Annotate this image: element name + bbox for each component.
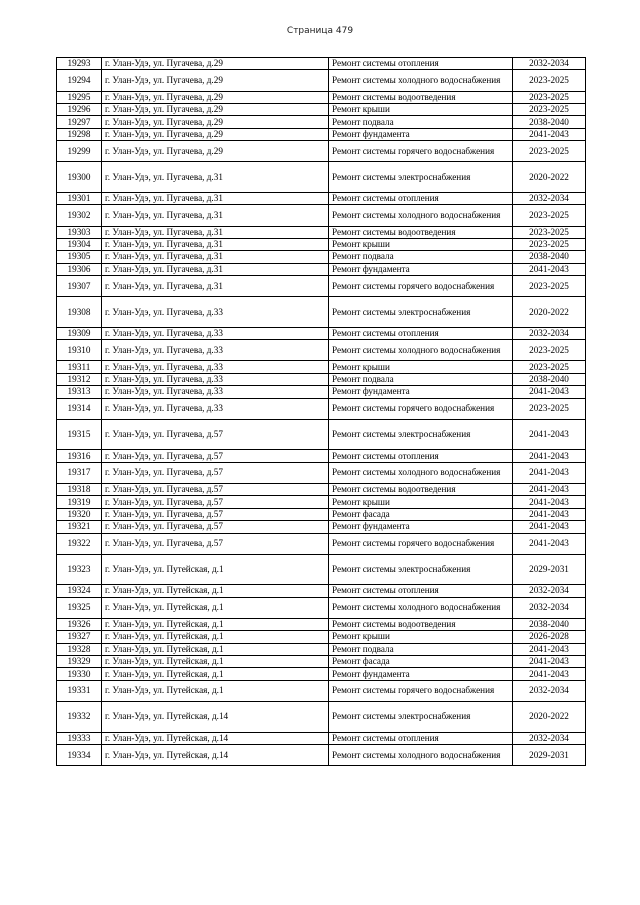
period-cell: 2032-2034 bbox=[513, 732, 586, 744]
row-number-cell: 19325 bbox=[57, 597, 102, 618]
period-cell: 2041-2043 bbox=[513, 496, 586, 508]
period-cell: 2023-2025 bbox=[513, 70, 586, 91]
page-number-label: Страница 479 bbox=[286, 26, 354, 36]
table-row bbox=[57, 141, 586, 162]
period-cell: 2038-2040 bbox=[513, 373, 586, 385]
work-type-cell: Ремонт системы холодного водоснабжения bbox=[329, 340, 513, 361]
work-type-cell: Ремонт системы электроснабжения bbox=[329, 554, 513, 585]
address-cell: г. Улан-Удэ, ул. Пугачева, д.57 bbox=[102, 483, 329, 495]
row-number-cell: 19313 bbox=[57, 386, 102, 398]
row-number-cell: 19310 bbox=[57, 340, 102, 361]
work-type-cell: Ремонт фундамента bbox=[329, 386, 513, 398]
table-row bbox=[57, 450, 586, 462]
address-cell: г. Улан-Удэ, ул. Путейская, д.1 bbox=[102, 656, 329, 668]
period-cell: 2041-2043 bbox=[513, 128, 586, 140]
row-number-cell: 19327 bbox=[57, 631, 102, 643]
period-cell: 2041-2043 bbox=[513, 533, 586, 554]
table-row bbox=[57, 585, 586, 597]
table-row bbox=[57, 276, 586, 297]
period-cell: 2023-2025 bbox=[513, 205, 586, 226]
address-cell: г. Улан-Удэ, ул. Путейская, д.1 bbox=[102, 680, 329, 701]
period-cell: 2023-2025 bbox=[513, 361, 586, 373]
work-type-cell: Ремонт системы холодного водоснабжения bbox=[329, 205, 513, 226]
table-row bbox=[57, 340, 586, 361]
address-cell: г. Улан-Удэ, ул. Пугачева, д.57 bbox=[102, 419, 329, 450]
address-cell: г. Улан-Удэ, ул. Пугачева, д.31 bbox=[102, 205, 329, 226]
table-row bbox=[57, 462, 586, 483]
work-type-cell: Ремонт системы отопления bbox=[329, 192, 513, 204]
work-type-cell: Ремонт фундамента bbox=[329, 128, 513, 140]
row-number-cell: 19296 bbox=[57, 103, 102, 115]
period-cell: 2032-2034 bbox=[513, 585, 586, 597]
address-cell: г. Улан-Удэ, ул. Пугачева, д.29 bbox=[102, 70, 329, 91]
period-cell: 2041-2043 bbox=[513, 386, 586, 398]
row-number-cell: 19303 bbox=[57, 226, 102, 238]
period-cell: 2023-2025 bbox=[513, 141, 586, 162]
address-cell: г. Улан-Удэ, ул. Пугачева, д.57 bbox=[102, 496, 329, 508]
table-row bbox=[57, 238, 586, 250]
period-cell: 2041-2043 bbox=[513, 643, 586, 655]
address-cell: г. Улан-Удэ, ул. Пугачева, д.31 bbox=[102, 162, 329, 193]
table-row bbox=[57, 91, 586, 103]
work-type-cell: Ремонт системы водоотведения bbox=[329, 91, 513, 103]
work-type-cell: Ремонт системы отопления bbox=[329, 58, 513, 70]
work-type-cell: Ремонт крыши bbox=[329, 496, 513, 508]
table-row bbox=[57, 103, 586, 115]
address-cell: г. Улан-Удэ, ул. Пугачева, д.33 bbox=[102, 373, 329, 385]
row-number-cell: 19326 bbox=[57, 618, 102, 630]
table-row bbox=[57, 226, 586, 238]
row-number-cell: 19329 bbox=[57, 656, 102, 668]
row-number-cell: 19299 bbox=[57, 141, 102, 162]
address-cell: г. Улан-Удэ, ул. Пугачева, д.29 bbox=[102, 116, 329, 128]
work-type-cell: Ремонт подвала bbox=[329, 643, 513, 655]
address-cell: г. Улан-Удэ, ул. Пугачева, д.31 bbox=[102, 192, 329, 204]
row-number-cell: 19312 bbox=[57, 373, 102, 385]
row-number-cell: 19318 bbox=[57, 483, 102, 495]
work-type-cell: Ремонт системы горячего водоснабжения bbox=[329, 533, 513, 554]
work-type-cell: Ремонт системы отопления bbox=[329, 585, 513, 597]
address-cell: г. Улан-Удэ, ул. Путейская, д.14 bbox=[102, 702, 329, 733]
table-row bbox=[57, 554, 586, 585]
work-type-cell: Ремонт системы электроснабжения bbox=[329, 702, 513, 733]
row-number-cell: 19294 bbox=[57, 70, 102, 91]
address-cell: г. Улан-Удэ, ул. Путейская, д.1 bbox=[102, 668, 329, 680]
table-row bbox=[57, 508, 586, 520]
work-type-cell: Ремонт системы отопления bbox=[329, 450, 513, 462]
work-type-cell: Ремонт подвала bbox=[329, 251, 513, 263]
address-cell: г. Улан-Удэ, ул. Путейская, д.1 bbox=[102, 631, 329, 643]
work-type-cell: Ремонт системы холодного водоснабжения bbox=[329, 597, 513, 618]
address-cell: г. Улан-Удэ, ул. Пугачева, д.33 bbox=[102, 297, 329, 328]
row-number-cell: 19308 bbox=[57, 297, 102, 328]
period-cell: 2032-2034 bbox=[513, 192, 586, 204]
table-row bbox=[57, 263, 586, 275]
work-type-cell: Ремонт системы отопления bbox=[329, 327, 513, 339]
work-type-cell: Ремонт фундамента bbox=[329, 263, 513, 275]
table-row bbox=[57, 162, 586, 193]
address-cell: г. Улан-Удэ, ул. Путейская, д.1 bbox=[102, 554, 329, 585]
row-number-cell: 19314 bbox=[57, 398, 102, 419]
table-row bbox=[57, 496, 586, 508]
work-type-cell: Ремонт крыши bbox=[329, 361, 513, 373]
period-cell: 2023-2025 bbox=[513, 91, 586, 103]
table-row bbox=[57, 483, 586, 495]
period-cell: 2029-2031 bbox=[513, 745, 586, 766]
address-cell: г. Улан-Удэ, ул. Пугачева, д.31 bbox=[102, 263, 329, 275]
period-cell: 2020-2022 bbox=[513, 702, 586, 733]
row-number-cell: 19323 bbox=[57, 554, 102, 585]
row-number-cell: 19334 bbox=[57, 745, 102, 766]
address-cell: г. Улан-Удэ, ул. Пугачева, д.33 bbox=[102, 327, 329, 339]
address-cell: г. Улан-Удэ, ул. Путейская, д.1 bbox=[102, 585, 329, 597]
work-type-cell: Ремонт системы электроснабжения bbox=[329, 419, 513, 450]
address-cell: г. Улан-Удэ, ул. Путейская, д.14 bbox=[102, 745, 329, 766]
address-cell: г. Улан-Удэ, ул. Пугачева, д.33 bbox=[102, 386, 329, 398]
row-number-cell: 19317 bbox=[57, 462, 102, 483]
period-cell: 2023-2025 bbox=[513, 398, 586, 419]
work-type-cell: Ремонт системы горячего водоснабжения bbox=[329, 276, 513, 297]
table-row bbox=[57, 128, 586, 140]
work-type-cell: Ремонт системы электроснабжения bbox=[329, 297, 513, 328]
row-number-cell: 19321 bbox=[57, 521, 102, 533]
work-type-cell: Ремонт системы отопления bbox=[329, 732, 513, 744]
row-number-cell: 19332 bbox=[57, 702, 102, 733]
table-row bbox=[57, 702, 586, 733]
work-type-cell: Ремонт фасада bbox=[329, 508, 513, 520]
period-cell: 2041-2043 bbox=[513, 419, 586, 450]
period-cell: 2026-2028 bbox=[513, 631, 586, 643]
work-type-cell: Ремонт крыши bbox=[329, 103, 513, 115]
row-number-cell: 19300 bbox=[57, 162, 102, 193]
table-row bbox=[57, 116, 586, 128]
address-cell: г. Улан-Удэ, ул. Пугачева, д.57 bbox=[102, 533, 329, 554]
address-cell: г. Улан-Удэ, ул. Путейская, д.1 bbox=[102, 643, 329, 655]
period-cell: 2023-2025 bbox=[513, 103, 586, 115]
work-type-cell: Ремонт системы холодного водоснабжения bbox=[329, 70, 513, 91]
address-cell: г. Улан-Удэ, ул. Пугачева, д.31 bbox=[102, 226, 329, 238]
period-cell: 2041-2043 bbox=[513, 263, 586, 275]
table-row bbox=[57, 745, 586, 766]
work-type-cell: Ремонт системы водоотведения bbox=[329, 618, 513, 630]
table-row bbox=[57, 668, 586, 680]
work-type-cell: Ремонт системы водоотведения bbox=[329, 226, 513, 238]
row-number-cell: 19304 bbox=[57, 238, 102, 250]
work-type-cell: Ремонт системы горячего водоснабжения bbox=[329, 141, 513, 162]
row-number-cell: 19333 bbox=[57, 732, 102, 744]
table-row bbox=[57, 618, 586, 630]
row-number-cell: 19297 bbox=[57, 116, 102, 128]
row-number-cell: 19298 bbox=[57, 128, 102, 140]
address-cell: г. Улан-Удэ, ул. Путейская, д.1 bbox=[102, 597, 329, 618]
table-row bbox=[57, 373, 586, 385]
address-cell: г. Улан-Удэ, ул. Пугачева, д.57 bbox=[102, 462, 329, 483]
table-body bbox=[57, 58, 586, 766]
period-cell: 2041-2043 bbox=[513, 450, 586, 462]
work-type-cell: Ремонт фундамента bbox=[329, 668, 513, 680]
address-cell: г. Улан-Удэ, ул. Пугачева, д.29 bbox=[102, 141, 329, 162]
row-number-cell: 19319 bbox=[57, 496, 102, 508]
period-cell: 2041-2043 bbox=[513, 656, 586, 668]
period-cell: 2038-2040 bbox=[513, 116, 586, 128]
period-cell: 2023-2025 bbox=[513, 238, 586, 250]
table-row bbox=[57, 205, 586, 226]
table-row bbox=[57, 680, 586, 701]
period-cell: 2020-2022 bbox=[513, 162, 586, 193]
row-number-cell: 19311 bbox=[57, 361, 102, 373]
address-cell: г. Улан-Удэ, ул. Путейская, д.1 bbox=[102, 618, 329, 630]
period-cell: 2041-2043 bbox=[513, 668, 586, 680]
table-row bbox=[57, 297, 586, 328]
row-number-cell: 19305 bbox=[57, 251, 102, 263]
table-row bbox=[57, 70, 586, 91]
table-row bbox=[57, 251, 586, 263]
table-row bbox=[57, 58, 586, 70]
period-cell: 2029-2031 bbox=[513, 554, 586, 585]
table-row bbox=[57, 361, 586, 373]
address-cell: г. Улан-Удэ, ул. Пугачева, д.33 bbox=[102, 361, 329, 373]
address-cell: г. Улан-Удэ, ул. Пугачева, д.57 bbox=[102, 521, 329, 533]
table-row bbox=[57, 643, 586, 655]
table-row bbox=[57, 631, 586, 643]
table-row bbox=[57, 419, 586, 450]
address-cell: г. Улан-Удэ, ул. Пугачева, д.31 bbox=[102, 276, 329, 297]
row-number-cell: 19309 bbox=[57, 327, 102, 339]
work-type-cell: Ремонт фасада bbox=[329, 656, 513, 668]
period-cell: 2038-2040 bbox=[513, 618, 586, 630]
work-type-cell: Ремонт системы холодного водоснабжения bbox=[329, 462, 513, 483]
table-row bbox=[57, 398, 586, 419]
address-cell: г. Улан-Удэ, ул. Пугачева, д.57 bbox=[102, 450, 329, 462]
period-cell: 2041-2043 bbox=[513, 483, 586, 495]
period-cell: 2032-2034 bbox=[513, 680, 586, 701]
work-type-cell: Ремонт системы холодного водоснабжения bbox=[329, 745, 513, 766]
address-cell: г. Улан-Удэ, ул. Пугачева, д.29 bbox=[102, 103, 329, 115]
row-number-cell: 19316 bbox=[57, 450, 102, 462]
period-cell: 2023-2025 bbox=[513, 276, 586, 297]
table-row bbox=[57, 327, 586, 339]
work-type-cell: Ремонт крыши bbox=[329, 631, 513, 643]
row-number-cell: 19301 bbox=[57, 192, 102, 204]
row-number-cell: 19295 bbox=[57, 91, 102, 103]
row-number-cell: 19302 bbox=[57, 205, 102, 226]
row-number-cell: 19320 bbox=[57, 508, 102, 520]
repair-schedule-table bbox=[56, 57, 586, 766]
work-type-cell: Ремонт системы горячего водоснабжения bbox=[329, 398, 513, 419]
table-row bbox=[57, 386, 586, 398]
table-row bbox=[57, 192, 586, 204]
address-cell: г. Улан-Удэ, ул. Пугачева, д.31 bbox=[102, 251, 329, 263]
period-cell: 2023-2025 bbox=[513, 226, 586, 238]
period-cell: 2020-2022 bbox=[513, 297, 586, 328]
address-cell: г. Улан-Удэ, ул. Пугачева, д.29 bbox=[102, 58, 329, 70]
period-cell: 2032-2034 bbox=[513, 58, 586, 70]
period-cell: 2041-2043 bbox=[513, 508, 586, 520]
row-number-cell: 19306 bbox=[57, 263, 102, 275]
table-row bbox=[57, 732, 586, 744]
period-cell: 2038-2040 bbox=[513, 251, 586, 263]
address-cell: г. Улан-Удэ, ул. Пугачева, д.29 bbox=[102, 91, 329, 103]
period-cell: 2041-2043 bbox=[513, 462, 586, 483]
row-number-cell: 19293 bbox=[57, 58, 102, 70]
address-cell: г. Улан-Удэ, ул. Пугачева, д.29 bbox=[102, 128, 329, 140]
table-row bbox=[57, 533, 586, 554]
work-type-cell: Ремонт системы электроснабжения bbox=[329, 162, 513, 193]
row-number-cell: 19315 bbox=[57, 419, 102, 450]
work-type-cell: Ремонт крыши bbox=[329, 238, 513, 250]
work-type-cell: Ремонт подвала bbox=[329, 116, 513, 128]
row-number-cell: 19328 bbox=[57, 643, 102, 655]
row-number-cell: 19324 bbox=[57, 585, 102, 597]
period-cell: 2041-2043 bbox=[513, 521, 586, 533]
table-row bbox=[57, 597, 586, 618]
work-type-cell: Ремонт фундамента bbox=[329, 521, 513, 533]
row-number-cell: 19331 bbox=[57, 680, 102, 701]
table-row bbox=[57, 656, 586, 668]
address-cell: г. Улан-Удэ, ул. Пугачева, д.33 bbox=[102, 398, 329, 419]
address-cell: г. Улан-Удэ, ул. Пугачева, д.33 bbox=[102, 340, 329, 361]
address-cell: г. Улан-Удэ, ул. Пугачева, д.57 bbox=[102, 508, 329, 520]
row-number-cell: 19322 bbox=[57, 533, 102, 554]
period-cell: 2023-2025 bbox=[513, 340, 586, 361]
period-cell: 2032-2034 bbox=[513, 327, 586, 339]
address-cell: г. Улан-Удэ, ул. Путейская, д.14 bbox=[102, 732, 329, 744]
address-cell: г. Улан-Удэ, ул. Пугачева, д.31 bbox=[102, 238, 329, 250]
row-number-cell: 19307 bbox=[57, 276, 102, 297]
table-row bbox=[57, 521, 586, 533]
row-number-cell: 19330 bbox=[57, 668, 102, 680]
work-type-cell: Ремонт подвала bbox=[329, 373, 513, 385]
period-cell: 2032-2034 bbox=[513, 597, 586, 618]
work-type-cell: Ремонт системы водоотведения bbox=[329, 483, 513, 495]
work-type-cell: Ремонт системы горячего водоснабжения bbox=[329, 680, 513, 701]
